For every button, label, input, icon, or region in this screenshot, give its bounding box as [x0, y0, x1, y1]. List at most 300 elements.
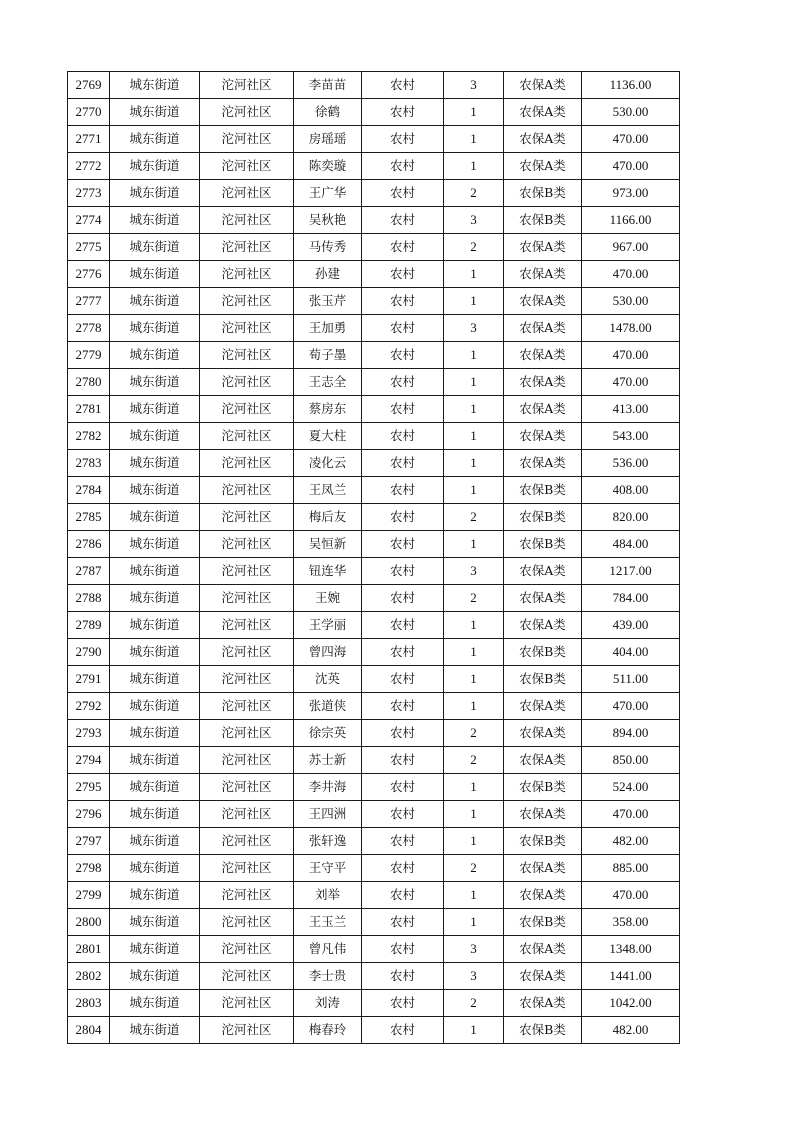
cell-household-type: 农村 [362, 369, 444, 396]
cell-household-type: 农村 [362, 423, 444, 450]
cell-category: 农保B类 [504, 207, 582, 234]
cell-street: 城东街道 [110, 801, 200, 828]
cell-amount: 536.00 [582, 450, 680, 477]
cell-household-type: 农村 [362, 801, 444, 828]
cell-category: 农保A类 [504, 315, 582, 342]
cell-category: 农保A类 [504, 234, 582, 261]
cell-member-count: 1 [444, 693, 504, 720]
cell-name: 孙建 [294, 261, 362, 288]
cell-household-type: 农村 [362, 909, 444, 936]
cell-amount: 784.00 [582, 585, 680, 612]
cell-community: 沱河社区 [200, 693, 294, 720]
cell-serial: 2801 [68, 936, 110, 963]
cell-street: 城东街道 [110, 774, 200, 801]
table-row [68, 180, 680, 207]
cell-community: 沱河社区 [200, 504, 294, 531]
cell-community: 沱河社区 [200, 423, 294, 450]
roster-body [68, 72, 680, 1044]
cell-name: 沈英 [294, 666, 362, 693]
cell-community: 沱河社区 [200, 288, 294, 315]
cell-serial: 2769 [68, 72, 110, 99]
cell-name: 王广华 [294, 180, 362, 207]
table-row [68, 882, 680, 909]
cell-street: 城东街道 [110, 180, 200, 207]
cell-amount: 973.00 [582, 180, 680, 207]
cell-serial: 2795 [68, 774, 110, 801]
cell-category: 农保A类 [504, 99, 582, 126]
cell-member-count: 1 [444, 774, 504, 801]
cell-community: 沱河社区 [200, 963, 294, 990]
cell-household-type: 农村 [362, 450, 444, 477]
cell-name: 曾凡伟 [294, 936, 362, 963]
cell-category: 农保B类 [504, 828, 582, 855]
cell-member-count: 1 [444, 369, 504, 396]
cell-community: 沱河社区 [200, 396, 294, 423]
cell-name: 王守平 [294, 855, 362, 882]
cell-category: 农保A类 [504, 801, 582, 828]
table-row [68, 801, 680, 828]
cell-name: 梅春玲 [294, 1017, 362, 1044]
cell-serial: 2794 [68, 747, 110, 774]
cell-amount: 1166.00 [582, 207, 680, 234]
cell-name: 王玉兰 [294, 909, 362, 936]
cell-serial: 2784 [68, 477, 110, 504]
cell-amount: 511.00 [582, 666, 680, 693]
cell-street: 城东街道 [110, 747, 200, 774]
cell-serial: 2797 [68, 828, 110, 855]
cell-household-type: 农村 [362, 288, 444, 315]
cell-amount: 820.00 [582, 504, 680, 531]
cell-community: 沱河社区 [200, 990, 294, 1017]
cell-serial: 2782 [68, 423, 110, 450]
cell-household-type: 农村 [362, 585, 444, 612]
table-row [68, 693, 680, 720]
cell-amount: 470.00 [582, 126, 680, 153]
cell-serial: 2776 [68, 261, 110, 288]
cell-amount: 470.00 [582, 153, 680, 180]
cell-serial: 2790 [68, 639, 110, 666]
cell-serial: 2803 [68, 990, 110, 1017]
cell-community: 沱河社区 [200, 909, 294, 936]
cell-street: 城东街道 [110, 423, 200, 450]
cell-category: 农保A类 [504, 882, 582, 909]
cell-name: 张玉芹 [294, 288, 362, 315]
cell-community: 沱河社区 [200, 639, 294, 666]
cell-serial: 2773 [68, 180, 110, 207]
cell-member-count: 2 [444, 720, 504, 747]
cell-serial: 2772 [68, 153, 110, 180]
cell-street: 城东街道 [110, 261, 200, 288]
cell-household-type: 农村 [362, 261, 444, 288]
cell-household-type: 农村 [362, 99, 444, 126]
cell-category: 农保A类 [504, 423, 582, 450]
cell-street: 城东街道 [110, 855, 200, 882]
cell-name: 王凤兰 [294, 477, 362, 504]
cell-community: 沱河社区 [200, 585, 294, 612]
cell-amount: 1478.00 [582, 315, 680, 342]
cell-street: 城东街道 [110, 720, 200, 747]
cell-category: 农保A类 [504, 855, 582, 882]
cell-member-count: 2 [444, 180, 504, 207]
table-row [68, 774, 680, 801]
cell-serial: 2788 [68, 585, 110, 612]
cell-street: 城东街道 [110, 369, 200, 396]
cell-household-type: 农村 [362, 936, 444, 963]
cell-name: 蔡房东 [294, 396, 362, 423]
cell-street: 城东街道 [110, 882, 200, 909]
cell-amount: 470.00 [582, 369, 680, 396]
cell-street: 城东街道 [110, 585, 200, 612]
cell-serial: 2792 [68, 693, 110, 720]
cell-amount: 470.00 [582, 342, 680, 369]
cell-community: 沱河社区 [200, 369, 294, 396]
cell-member-count: 2 [444, 504, 504, 531]
cell-member-count: 3 [444, 72, 504, 99]
cell-community: 沱河社区 [200, 612, 294, 639]
cell-category: 农保A类 [504, 153, 582, 180]
cell-community: 沱河社区 [200, 531, 294, 558]
cell-member-count: 1 [444, 261, 504, 288]
cell-name: 夏大柱 [294, 423, 362, 450]
table-row [68, 747, 680, 774]
cell-household-type: 农村 [362, 342, 444, 369]
cell-household-type: 农村 [362, 234, 444, 261]
cell-amount: 1136.00 [582, 72, 680, 99]
cell-serial: 2771 [68, 126, 110, 153]
cell-street: 城东街道 [110, 909, 200, 936]
cell-name: 王四洲 [294, 801, 362, 828]
cell-community: 沱河社区 [200, 747, 294, 774]
cell-household-type: 农村 [362, 855, 444, 882]
cell-household-type: 农村 [362, 666, 444, 693]
table-row [68, 126, 680, 153]
table-row [68, 828, 680, 855]
cell-street: 城东街道 [110, 531, 200, 558]
cell-serial: 2802 [68, 963, 110, 990]
cell-name: 房瑶瑶 [294, 126, 362, 153]
cell-member-count: 1 [444, 639, 504, 666]
table-row [68, 99, 680, 126]
table-row [68, 585, 680, 612]
cell-household-type: 农村 [362, 963, 444, 990]
cell-member-count: 3 [444, 315, 504, 342]
cell-household-type: 农村 [362, 477, 444, 504]
cell-category: 农保A类 [504, 585, 582, 612]
cell-category: 农保A类 [504, 450, 582, 477]
cell-member-count: 1 [444, 531, 504, 558]
cell-name: 苏士新 [294, 747, 362, 774]
cell-community: 沱河社区 [200, 774, 294, 801]
cell-amount: 967.00 [582, 234, 680, 261]
cell-member-count: 1 [444, 909, 504, 936]
cell-street: 城东街道 [110, 342, 200, 369]
cell-name: 吴恒新 [294, 531, 362, 558]
cell-member-count: 3 [444, 936, 504, 963]
cell-category: 农保A类 [504, 261, 582, 288]
cell-street: 城东街道 [110, 234, 200, 261]
cell-amount: 470.00 [582, 801, 680, 828]
cell-amount: 470.00 [582, 261, 680, 288]
cell-serial: 2800 [68, 909, 110, 936]
cell-street: 城东街道 [110, 504, 200, 531]
cell-community: 沱河社区 [200, 882, 294, 909]
cell-street: 城东街道 [110, 639, 200, 666]
cell-household-type: 农村 [362, 207, 444, 234]
cell-category: 农保A类 [504, 963, 582, 990]
cell-street: 城东街道 [110, 315, 200, 342]
cell-street: 城东街道 [110, 207, 200, 234]
cell-household-type: 农村 [362, 639, 444, 666]
cell-member-count: 3 [444, 558, 504, 585]
cell-serial: 2787 [68, 558, 110, 585]
cell-name: 吴秋艳 [294, 207, 362, 234]
cell-amount: 413.00 [582, 396, 680, 423]
cell-amount: 408.00 [582, 477, 680, 504]
table-row [68, 234, 680, 261]
cell-amount: 524.00 [582, 774, 680, 801]
cell-category: 农保B类 [504, 531, 582, 558]
cell-name: 王志全 [294, 369, 362, 396]
table-row [68, 612, 680, 639]
cell-category: 农保A类 [504, 720, 582, 747]
table-row [68, 558, 680, 585]
cell-serial: 2798 [68, 855, 110, 882]
cell-member-count: 3 [444, 207, 504, 234]
cell-member-count: 1 [444, 1017, 504, 1044]
cell-household-type: 农村 [362, 990, 444, 1017]
table-row [68, 261, 680, 288]
cell-name: 梅后友 [294, 504, 362, 531]
table-row [68, 315, 680, 342]
cell-category: 农保A类 [504, 612, 582, 639]
cell-category: 农保A类 [504, 72, 582, 99]
cell-category: 农保A类 [504, 288, 582, 315]
table-row [68, 855, 680, 882]
cell-category: 农保A类 [504, 126, 582, 153]
cell-amount: 482.00 [582, 1017, 680, 1044]
cell-street: 城东街道 [110, 126, 200, 153]
table-row [68, 450, 680, 477]
cell-amount: 358.00 [582, 909, 680, 936]
cell-street: 城东街道 [110, 72, 200, 99]
cell-street: 城东街道 [110, 936, 200, 963]
cell-name: 曾四海 [294, 639, 362, 666]
table-row [68, 909, 680, 936]
cell-member-count: 1 [444, 882, 504, 909]
cell-household-type: 农村 [362, 126, 444, 153]
cell-community: 沱河社区 [200, 828, 294, 855]
cell-member-count: 2 [444, 747, 504, 774]
cell-household-type: 农村 [362, 504, 444, 531]
table-row [68, 288, 680, 315]
cell-category: 农保A类 [504, 747, 582, 774]
cell-member-count: 1 [444, 450, 504, 477]
cell-household-type: 农村 [362, 315, 444, 342]
table-row [68, 531, 680, 558]
cell-serial: 2799 [68, 882, 110, 909]
cell-serial: 2793 [68, 720, 110, 747]
cell-household-type: 农村 [362, 612, 444, 639]
cell-member-count: 2 [444, 990, 504, 1017]
table-row [68, 72, 680, 99]
cell-member-count: 1 [444, 396, 504, 423]
cell-community: 沱河社区 [200, 126, 294, 153]
cell-category: 农保B类 [504, 1017, 582, 1044]
cell-serial: 2786 [68, 531, 110, 558]
cell-member-count: 1 [444, 153, 504, 180]
cell-street: 城东街道 [110, 450, 200, 477]
cell-community: 沱河社区 [200, 936, 294, 963]
cell-community: 沱河社区 [200, 99, 294, 126]
cell-household-type: 农村 [362, 693, 444, 720]
cell-amount: 470.00 [582, 693, 680, 720]
cell-category: 农保B类 [504, 180, 582, 207]
cell-amount: 894.00 [582, 720, 680, 747]
cell-name: 陈奕璇 [294, 153, 362, 180]
cell-member-count: 1 [444, 801, 504, 828]
cell-member-count: 1 [444, 342, 504, 369]
cell-name: 王学丽 [294, 612, 362, 639]
table-row [68, 396, 680, 423]
table-row [68, 477, 680, 504]
cell-serial: 2774 [68, 207, 110, 234]
cell-member-count: 1 [444, 126, 504, 153]
table-row [68, 720, 680, 747]
cell-household-type: 农村 [362, 882, 444, 909]
cell-member-count: 2 [444, 585, 504, 612]
cell-household-type: 农村 [362, 1017, 444, 1044]
cell-street: 城东街道 [110, 990, 200, 1017]
cell-street: 城东街道 [110, 828, 200, 855]
cell-community: 沱河社区 [200, 315, 294, 342]
cell-street: 城东街道 [110, 396, 200, 423]
cell-amount: 1348.00 [582, 936, 680, 963]
cell-category: 农保B类 [504, 477, 582, 504]
cell-serial: 2775 [68, 234, 110, 261]
cell-household-type: 农村 [362, 747, 444, 774]
cell-household-type: 农村 [362, 774, 444, 801]
cell-category: 农保B类 [504, 774, 582, 801]
table-row [68, 207, 680, 234]
cell-serial: 2781 [68, 396, 110, 423]
cell-community: 沱河社区 [200, 261, 294, 288]
cell-community: 沱河社区 [200, 234, 294, 261]
cell-street: 城东街道 [110, 963, 200, 990]
cell-serial: 2783 [68, 450, 110, 477]
table-row [68, 639, 680, 666]
cell-category: 农保B类 [504, 666, 582, 693]
cell-name: 徐鹤 [294, 99, 362, 126]
cell-name: 李井海 [294, 774, 362, 801]
cell-serial: 2791 [68, 666, 110, 693]
cell-community: 沱河社区 [200, 153, 294, 180]
cell-category: 农保B类 [504, 504, 582, 531]
roster-table [67, 71, 680, 1044]
cell-category: 农保B类 [504, 639, 582, 666]
cell-name: 刘涛 [294, 990, 362, 1017]
table-row [68, 342, 680, 369]
cell-amount: 484.00 [582, 531, 680, 558]
cell-amount: 530.00 [582, 288, 680, 315]
cell-street: 城东街道 [110, 666, 200, 693]
cell-name: 凌化云 [294, 450, 362, 477]
cell-serial: 2770 [68, 99, 110, 126]
cell-category: 农保A类 [504, 369, 582, 396]
cell-community: 沱河社区 [200, 801, 294, 828]
cell-member-count: 1 [444, 288, 504, 315]
cell-member-count: 1 [444, 423, 504, 450]
cell-community: 沱河社区 [200, 720, 294, 747]
cell-household-type: 农村 [362, 828, 444, 855]
table-row [68, 153, 680, 180]
cell-community: 沱河社区 [200, 180, 294, 207]
cell-member-count: 1 [444, 99, 504, 126]
cell-community: 沱河社区 [200, 666, 294, 693]
cell-name: 张道侠 [294, 693, 362, 720]
cell-community: 沱河社区 [200, 450, 294, 477]
cell-street: 城东街道 [110, 153, 200, 180]
cell-serial: 2785 [68, 504, 110, 531]
cell-amount: 404.00 [582, 639, 680, 666]
cell-serial: 2779 [68, 342, 110, 369]
cell-amount: 543.00 [582, 423, 680, 450]
cell-name: 李士贵 [294, 963, 362, 990]
cell-name: 张轩逸 [294, 828, 362, 855]
cell-household-type: 农村 [362, 396, 444, 423]
cell-household-type: 农村 [362, 720, 444, 747]
cell-community: 沱河社区 [200, 342, 294, 369]
table-row [68, 936, 680, 963]
cell-member-count: 2 [444, 855, 504, 882]
cell-community: 沱河社区 [200, 477, 294, 504]
cell-serial: 2789 [68, 612, 110, 639]
cell-street: 城东街道 [110, 288, 200, 315]
cell-category: 农保A类 [504, 990, 582, 1017]
table-row [68, 369, 680, 396]
cell-street: 城东街道 [110, 1017, 200, 1044]
cell-amount: 470.00 [582, 882, 680, 909]
cell-name: 王加勇 [294, 315, 362, 342]
cell-name: 刘举 [294, 882, 362, 909]
cell-street: 城东街道 [110, 99, 200, 126]
table-row [68, 504, 680, 531]
cell-member-count: 1 [444, 612, 504, 639]
cell-serial: 2777 [68, 288, 110, 315]
cell-amount: 885.00 [582, 855, 680, 882]
cell-member-count: 3 [444, 963, 504, 990]
cell-amount: 530.00 [582, 99, 680, 126]
cell-serial: 2778 [68, 315, 110, 342]
cell-amount: 482.00 [582, 828, 680, 855]
cell-amount: 1042.00 [582, 990, 680, 1017]
cell-member-count: 1 [444, 477, 504, 504]
cell-category: 农保B类 [504, 909, 582, 936]
table-row [68, 963, 680, 990]
cell-member-count: 1 [444, 666, 504, 693]
cell-member-count: 1 [444, 828, 504, 855]
cell-community: 沱河社区 [200, 855, 294, 882]
cell-community: 沱河社区 [200, 1017, 294, 1044]
cell-category: 农保A类 [504, 693, 582, 720]
cell-amount: 439.00 [582, 612, 680, 639]
cell-community: 沱河社区 [200, 558, 294, 585]
cell-household-type: 农村 [362, 153, 444, 180]
cell-household-type: 农村 [362, 531, 444, 558]
cell-member-count: 2 [444, 234, 504, 261]
cell-community: 沱河社区 [200, 72, 294, 99]
cell-street: 城东街道 [110, 558, 200, 585]
cell-name: 徐宗英 [294, 720, 362, 747]
